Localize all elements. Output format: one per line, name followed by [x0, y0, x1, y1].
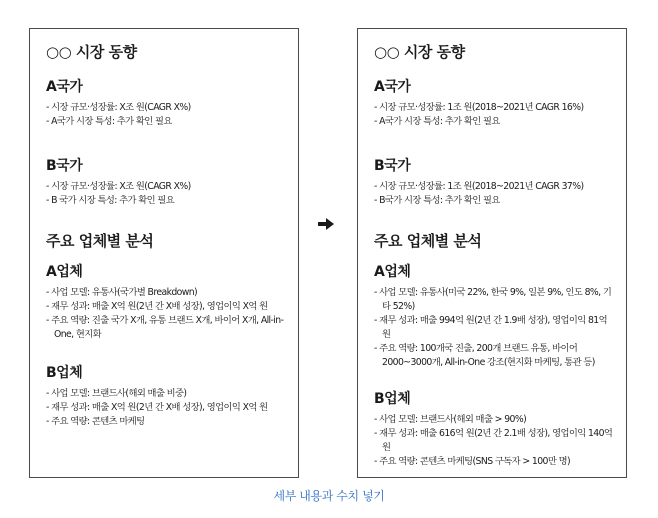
company-block-b: [46, 362, 286, 429]
country-block-a: [374, 76, 614, 129]
company-name: A업체: [46, 264, 83, 280]
list-item: - 사업 모델: 유통사(국가별 Breakdown): [46, 286, 286, 300]
caption: 세부 내용과 수치 넣기: [273, 489, 385, 503]
card-title: ○○ 시장 동향: [374, 43, 465, 61]
list-item: - 주요 역량: 콘텐츠 마케팅: [46, 415, 286, 429]
list-item: - B 국가 시장 특성: 추가 확인 필요: [46, 194, 286, 208]
company-items: [374, 286, 614, 370]
right-arrow-icon: [318, 218, 334, 230]
list-item: - A국가 시장 특성: 추가 확인 필요: [46, 115, 286, 129]
country-items: [46, 101, 286, 129]
company-items: [374, 413, 614, 469]
list-item: - 재무 성과: 매출 X억 원(2년 간 X배 성장), 영업이익 X억 원: [46, 300, 286, 314]
company-block-a: [46, 261, 286, 342]
company-block-a: [374, 261, 614, 370]
country-block-a: [46, 76, 286, 129]
country-name: B국가: [46, 158, 83, 174]
country-name: A국가: [374, 79, 411, 95]
list-item: - 시장 규모·성장률: 1조 원(2018~2021년 CAGR 16%): [374, 101, 614, 115]
list-item: - 사업 모델: 브랜드사(해외 매출 > 90%): [374, 413, 614, 427]
list-item: - B국가 시장 특성: 추가 확인 필요: [374, 194, 614, 208]
country-items: [374, 180, 614, 208]
company-block-b: [374, 388, 614, 469]
analysis-title: 주요 업체별 분석: [46, 232, 154, 250]
analysis-title: 주요 업체별 분석: [374, 232, 482, 250]
list-item: - 재무 성과: 매출 616억 원(2년 간 2.1배 성장), 영업이익 140억 원: [374, 427, 614, 455]
company-items: [46, 387, 286, 429]
list-item: - 사업 모델: 브랜드사(해외 매출 비중): [46, 387, 286, 401]
country-name: B국가: [374, 158, 411, 174]
list-item: - A국가 시장 특성: 추가 확인 필요: [374, 115, 614, 129]
list-item: - 시장 규모·성장률: X조 원(CAGR X%): [46, 180, 286, 194]
company-name: A업체: [374, 264, 411, 280]
before-card: [29, 28, 299, 478]
list-item: - 주요 역량: 콘텐츠 마케팅(SNS 구독자 > 100만 명): [374, 455, 614, 469]
country-name: A국가: [46, 79, 83, 95]
list-item: - 재무 성과: 매출 X억 원(2년 간 X배 성장), 영업이익 X억 원: [46, 401, 286, 415]
list-item: - 사업 모델: 유통사(미국 22%, 한국 9%, 일본 9%, 인도 8%, 기타 52%): [374, 286, 614, 314]
list-item: - 주요 역량: 100개국 진출, 200개 브랜드 유통, 바이어 2000~3000개, All-in-One 강조(현지화 마케팅, 통관 등): [374, 342, 614, 370]
country-block-b: [374, 155, 614, 208]
country-block-b: [46, 155, 286, 208]
after-card: [357, 28, 627, 478]
company-name: B업체: [46, 365, 83, 381]
country-items: [374, 101, 614, 129]
card-title: ○○ 시장 동향: [46, 43, 137, 61]
list-item: - 주요 역량: 진출 국가 X개, 유통 브랜드 X개, 바이어 X개, All-in-One, 현지화: [46, 314, 286, 342]
list-item: - 시장 규모·성장률: 1조 원(2018~2021년 CAGR 37%): [374, 180, 614, 194]
company-items: [46, 286, 286, 342]
list-item: - 시장 규모·성장률: X조 원(CAGR X%): [46, 101, 286, 115]
country-items: [46, 180, 286, 208]
company-name: B업체: [374, 391, 411, 407]
list-item: - 재무 성과: 매출 994억 원(2년 간 1.9배 성장), 영업이익 81억 원: [374, 314, 614, 342]
